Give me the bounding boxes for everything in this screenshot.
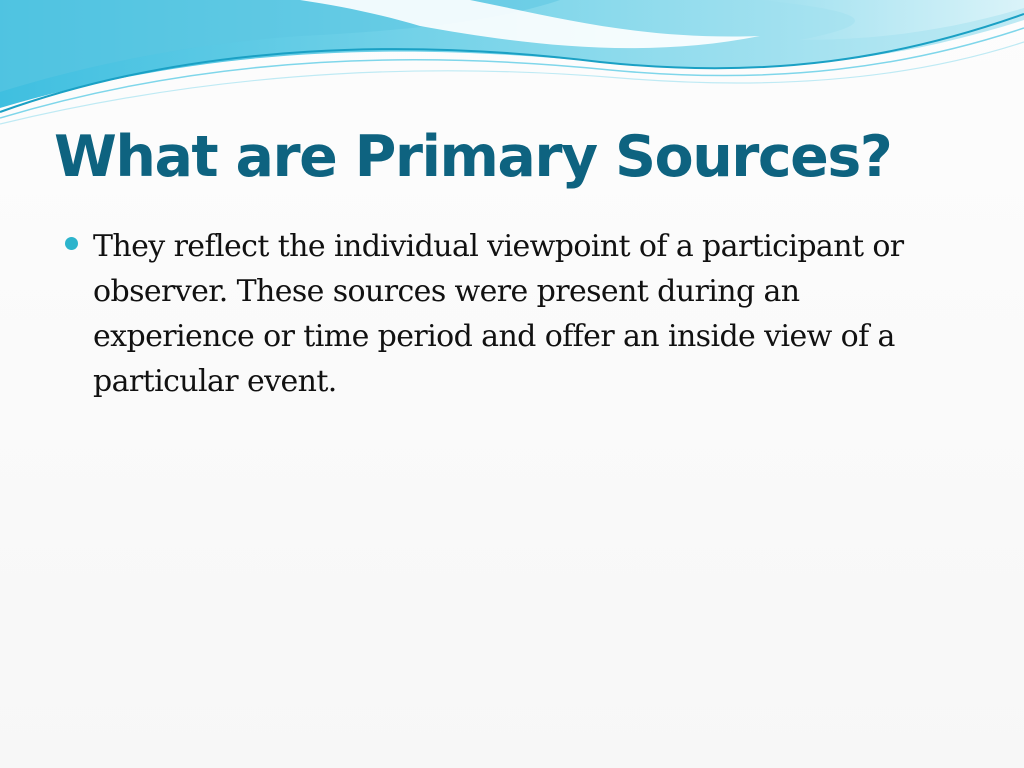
bullet-text: They reflect the individual viewpoint of a participant or observer. These sources were present during an experience or time period and offer an inside view of a particular event. <box>93 229 904 399</box>
bullet-dot-icon <box>65 237 78 250</box>
wave-header-decoration <box>0 0 1024 130</box>
slide-title: What are Primary Sources? <box>54 124 892 190</box>
bullet-item <box>62 224 962 404</box>
bullet-list <box>62 224 962 404</box>
